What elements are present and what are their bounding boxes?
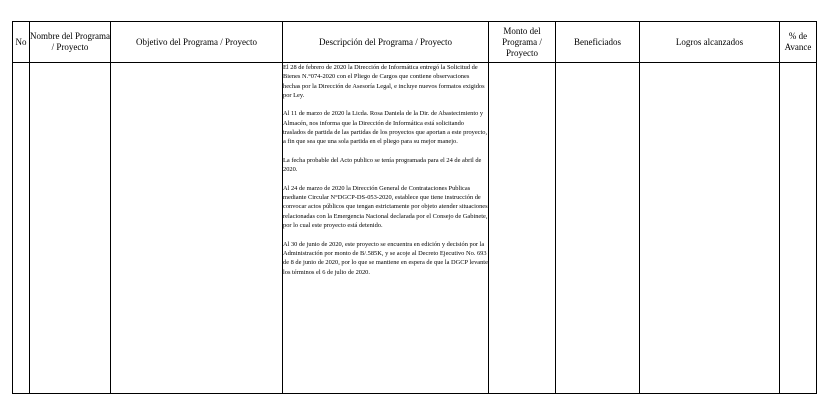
header-row	[13, 22, 817, 63]
project-report-table	[12, 21, 817, 394]
header-no: No	[13, 22, 30, 63]
header-avance: % de Avance	[780, 22, 817, 63]
cell-nombre	[30, 63, 111, 394]
cell-no	[13, 63, 30, 394]
description-paragraph: El 28 de febrero de 2020 la Dirección de Informática entregó la Solicitud de Bienes N.°074-2020 con el Pliego de Cargos que contiene observaciones hechas por la Dirección de Asesoría Legal, e incluye nuevos formatos exigidos por Ley.	[283, 64, 485, 99]
header-nombre: Nombre del Programa / Proyecto	[30, 22, 111, 63]
description-paragraph: Al 30 de junio de 2020, este proyecto se encuentra en edición y decisión por la Administración por monto de B/.585K, y se acoje al Decreto Ejecutivo No. 693 de 8 de junio de 2020, por lo que se mantiene en espera de que la DGCP levante los términos el 6 de julio de 2020.	[283, 240, 488, 276]
description-paragraph: Al 24 de marzo de 2020 la Dirección General de Contrataciones Publicas mediante Circular N°DGCP-DS-053-2020, establece que tiene instrucción de convocar actos públicos que tengan estrictamente por objeto atender situaciones relacionadas con la Emergencia Nacional declarada por el Consejo de Gabinete, por lo cual este proyecto está detenido.	[283, 184, 488, 230]
header-beneficiados: Beneficiados	[556, 22, 640, 63]
header-monto: Monto del Programa / Proyecto	[489, 22, 556, 63]
cell-logros	[640, 63, 780, 394]
cell-monto	[489, 63, 556, 394]
cell-objetivo	[111, 63, 283, 394]
cell-avance	[780, 63, 817, 394]
description-paragraph: La fecha probable del Acto publico se tenía programada para el 24 de abril de 2020.	[283, 156, 482, 174]
description-paragraph: Al 11 de marzo de 2020 la Licda. Rosa Daniela de la Dir. de Abastecimiento y Almacén, nos informa que la Dirección de Informática está solicitando traslados de partida de las partidas de los proyectos que aportan a este proyecto, a fin que sea que una sola partida en el pliego para su mejor manejo.	[283, 110, 488, 146]
cell-beneficiados	[556, 63, 640, 394]
header-descripcion: Descripción del Programa / Proyecto	[283, 22, 489, 63]
table-row	[13, 63, 817, 394]
header-objetivo: Objetivo del Programa / Proyecto	[111, 22, 283, 63]
header-logros: Logros alcanzados	[640, 22, 780, 63]
cell-descripcion	[283, 63, 489, 394]
